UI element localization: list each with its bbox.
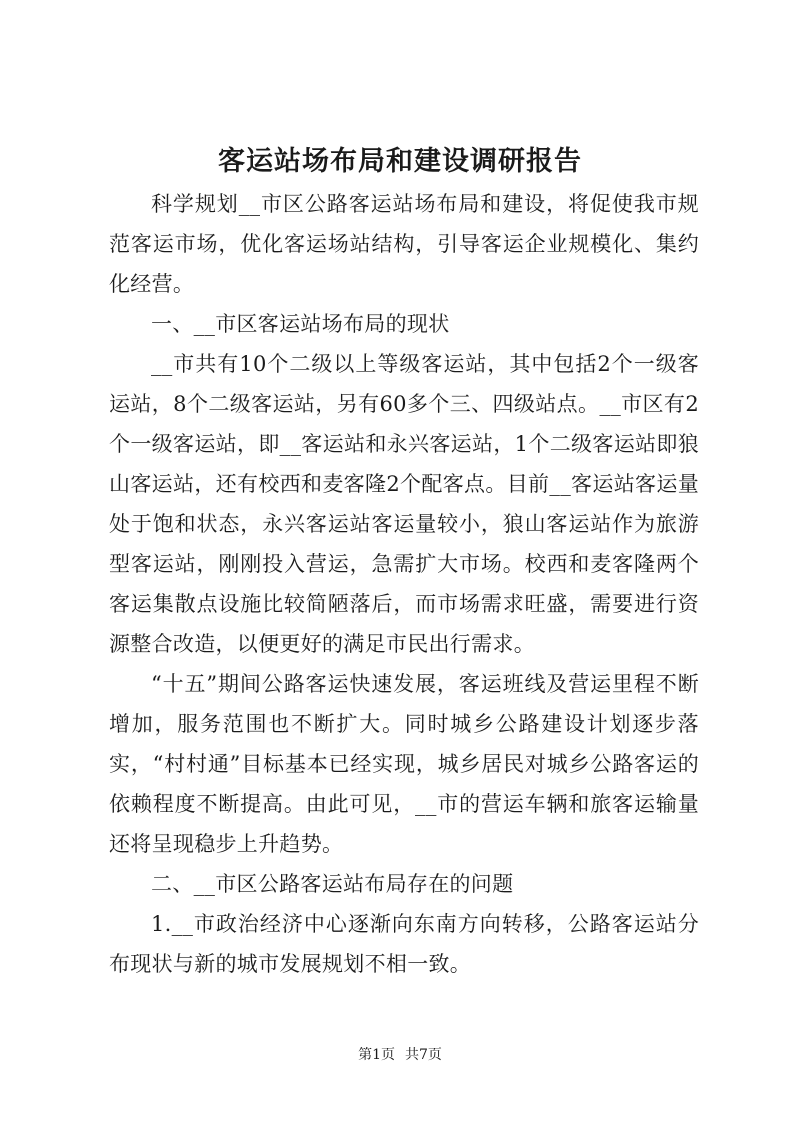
paragraph-problem-1: 1.__市政治经济中心逐渐向东南方向转移，公路客运站分布现状与新的城市发展规划不相一致。 <box>109 912 699 976</box>
document-body <box>109 184 699 984</box>
paragraph-intro: 科学规划__市区公路客运站场布局和建设，将促使我市规范客运市场，优化客运场站结构，引导客运企业规模化、集约化经营。 <box>109 192 699 296</box>
paragraph-development: “十五”期间公路客运快速发展，客运班线及营运里程不断增加，服务范围也不断扩大。同时城乡公路建设计划逐步落实，“村村通”目标基本已经实现，城乡居民对城乡公路客运的依赖程度不断提高。由此可见，__市的营运车辆和旅客运输量还将呈现稳步上升趋势。 <box>109 672 699 856</box>
page-footer <box>0 1045 800 1065</box>
section-heading-2: 二、__市区公路客运站布局存在的问题 <box>151 872 514 896</box>
page-number: 第1页 <box>358 1047 395 1063</box>
section-heading-1: 一、__市区客运站场布局的现状 <box>151 312 450 336</box>
page-total: 共7页 <box>405 1047 442 1063</box>
paragraph-current-status: __市共有10个二级以上等级客运站，其中包括2个一级客运站，8个二级客运站，另有60多个三、四级站点。__市区有2个一级客运站，即__客运站和永兴客运站，1个二级客运站即狼山客运站，还有校西和麦客隆2个配客点。目前__客运站客运量处于饱和状态，永兴客运站客运量较小，狼山客运站作为旅游型客运站，刚刚投入营运，急需扩大市场。校西和麦客隆两个客运集散点设施比较简陋落后，而市场需求旺盛，需要进行资源整合改造，以便更好的满足市民出行需求。 <box>109 352 699 656</box>
document-title: 客运站场布局和建设调研报告 <box>218 146 582 177</box>
